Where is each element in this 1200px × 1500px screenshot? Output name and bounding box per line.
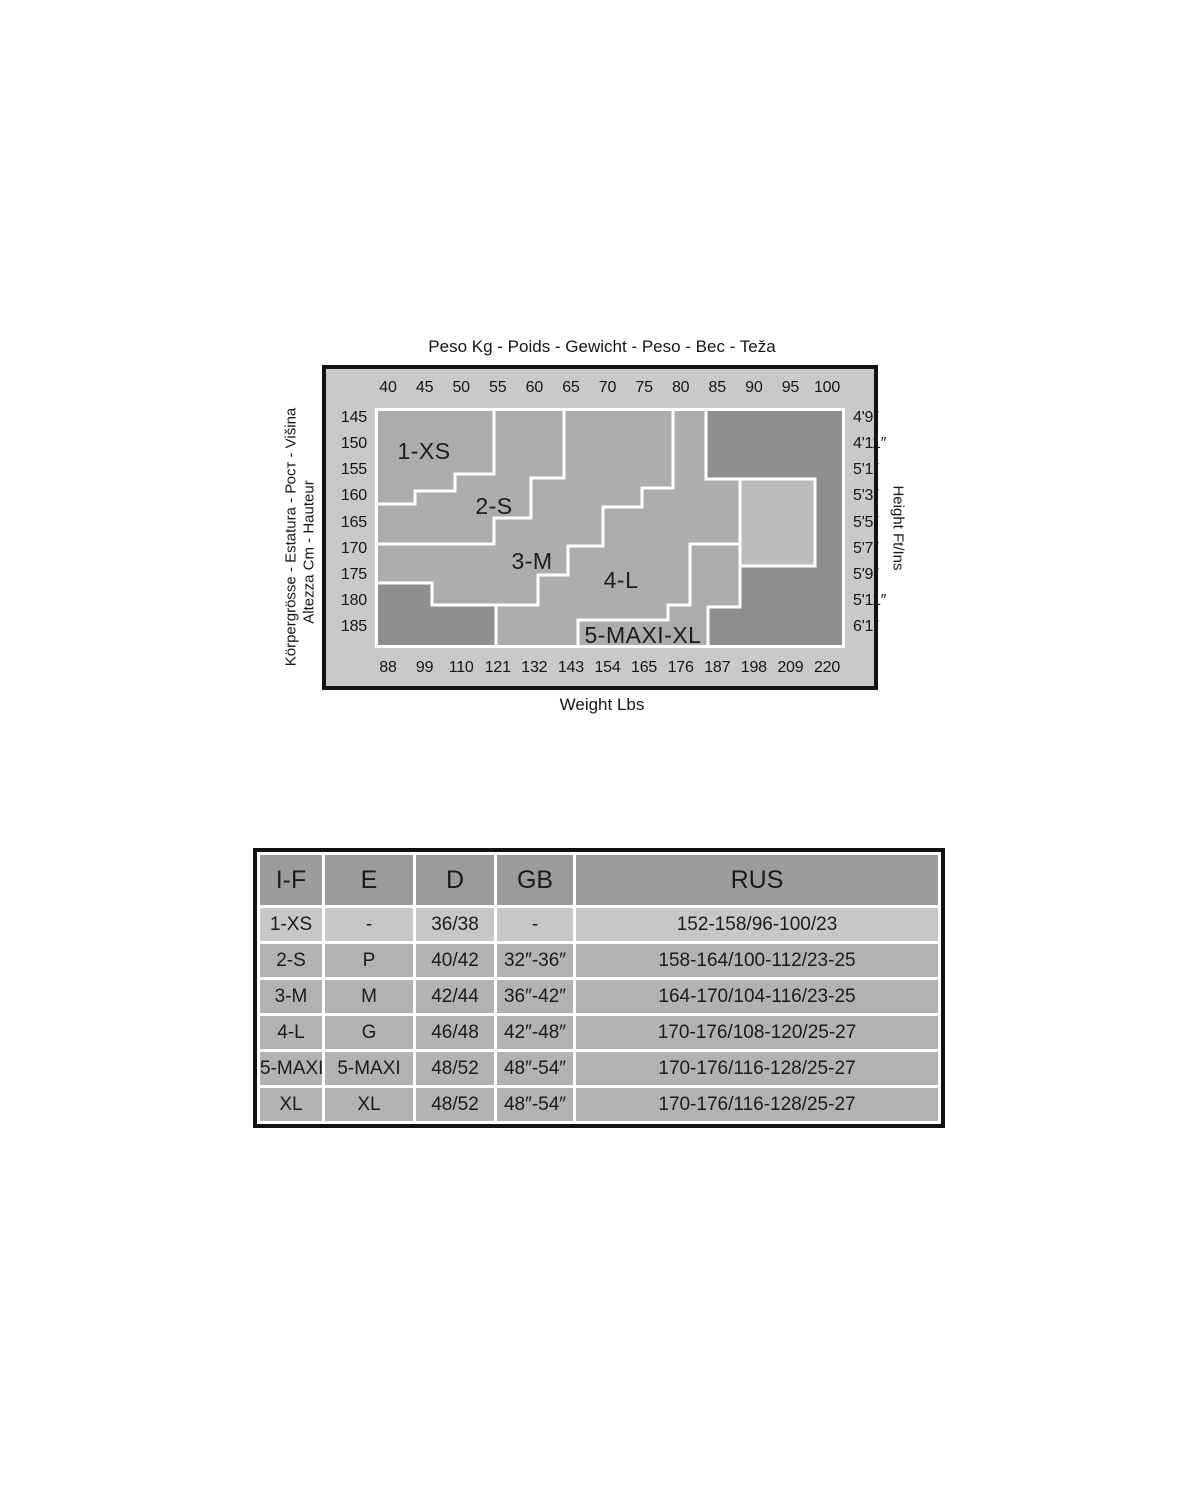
weight-lbs-axis-title: Weight Lbs — [559, 695, 645, 714]
size-conversion-table — [253, 848, 945, 1128]
table-row-xl — [260, 1088, 938, 1121]
table-cell: 170-176/108-120/25-27 — [576, 1016, 938, 1049]
kg-tick-65: 65 — [562, 379, 580, 396]
kg-tick-55: 55 — [489, 379, 507, 396]
lbs-tick-187: 187 — [704, 659, 731, 676]
kg-tick-85: 85 — [708, 379, 726, 396]
ftin-tick-5: 5'7″ — [853, 539, 879, 557]
lbs-tick-198: 198 — [740, 659, 767, 676]
table-cell: 1-XS — [260, 908, 322, 941]
table-cell: 2-S — [260, 944, 322, 977]
cm-tick-170: 170 — [340, 539, 367, 557]
cm-tick-175: 175 — [340, 565, 367, 583]
kg-tick-75: 75 — [635, 379, 653, 396]
kg-tick-90: 90 — [745, 379, 763, 396]
ftin-tick-7: 5'11″ — [853, 591, 887, 609]
cm-tick-185: 185 — [340, 618, 367, 635]
kg-tick-95: 95 — [781, 379, 800, 396]
zone-label-3-m: 3-M — [511, 548, 553, 574]
ftin-tick-4: 5'5″ — [853, 513, 879, 531]
lbs-tick-209: 209 — [777, 659, 804, 676]
table-cell: 5-MAXI — [260, 1052, 322, 1085]
height-cm-axis-title: Altezza Cm - Hauteur — [300, 480, 318, 624]
table-row-5-maxi — [260, 1052, 938, 1085]
lbs-tick-143: 143 — [557, 659, 584, 676]
kg-tick-80: 80 — [671, 379, 690, 396]
lbs-tick-110: 110 — [448, 659, 474, 676]
table-cell: G — [325, 1016, 413, 1049]
ftin-tick-8: 6'1″ — [853, 618, 879, 635]
lbs-tick-220: 220 — [813, 659, 841, 676]
table-header — [260, 855, 938, 905]
table-body — [260, 908, 938, 1121]
table-cell: 152-158/96-100/23 — [576, 908, 938, 941]
table-cell: 48/52 — [416, 1052, 494, 1085]
table-cell: M — [325, 980, 413, 1013]
zone-label-2-s: 2-S — [475, 493, 513, 519]
size-zones-plot — [375, 408, 845, 648]
lbs-tick-154: 154 — [594, 659, 621, 676]
zone-label-4-l: 4-L — [603, 567, 639, 593]
cm-tick-160: 160 — [340, 487, 367, 505]
lbs-tick-176: 176 — [667, 659, 694, 676]
lbs-tick-132: 132 — [521, 659, 548, 676]
table-header-cell-rus: RUS — [576, 855, 938, 905]
ftin-tick-1: 4'11″ — [853, 435, 887, 453]
table-cell: 48/52 — [416, 1088, 494, 1121]
table-row-4-l — [260, 1016, 938, 1049]
height-cm-axis-title-secondary: Körpergrösse - Estatura - Рост - Višina — [282, 407, 300, 667]
lbs-tick-88: 88 — [379, 659, 397, 676]
weight-kg-axis-title: Peso Kg - Poids - Gewicht - Peso - Bec - Teža — [428, 337, 776, 356]
table-cell: 48″-54″ — [497, 1052, 573, 1085]
table-cell: 42/44 — [416, 980, 494, 1013]
table-row-3-m — [260, 980, 938, 1013]
table-header-cell-gb: GB — [497, 855, 573, 905]
cm-tick-150: 150 — [340, 435, 367, 453]
kg-tick-70: 70 — [598, 379, 617, 396]
cm-tick-145: 145 — [340, 409, 367, 426]
table-cell: 4-L — [260, 1016, 322, 1049]
table-header-cell-e: E — [325, 855, 413, 905]
table-header-cell-d: D — [416, 855, 494, 905]
zone-label-5-maxi-xl: 5-MAXI-XL — [584, 622, 702, 648]
cm-tick-155: 155 — [340, 461, 367, 479]
kg-tick-60: 60 — [525, 379, 544, 396]
table-row-2-s — [260, 944, 938, 977]
light-region-right — [740, 479, 815, 566]
lbs-tick-99: 99 — [415, 659, 434, 676]
table-cell: 46/48 — [416, 1016, 494, 1049]
height-ftins-axis-title: Height Ft/Ins — [889, 485, 907, 571]
table-cell: 164-170/104-116/23-25 — [576, 980, 938, 1013]
table-cell: XL — [260, 1088, 322, 1121]
kg-tick-40: 40 — [379, 379, 397, 396]
kg-tick-45: 45 — [415, 379, 434, 396]
ftin-tick-2: 5'1″ — [853, 461, 879, 479]
table-row-1-xs — [260, 908, 938, 941]
table-cell: 36″-42″ — [497, 980, 573, 1013]
table-cell: P — [325, 944, 413, 977]
table-cell: XL — [325, 1088, 413, 1121]
zone-label-1-xs: 1-XS — [397, 438, 451, 464]
table-cell: 158-164/100-112/23-25 — [576, 944, 938, 977]
table-cell: 48″-54″ — [497, 1088, 573, 1121]
kg-tick-100: 100 — [813, 379, 841, 396]
table-cell: 170-176/116-128/25-27 — [576, 1088, 938, 1121]
lbs-tick-121: 121 — [484, 659, 511, 676]
table-cell: - — [497, 908, 573, 941]
ftin-tick-3: 5'3″ — [853, 487, 879, 505]
table-cell: 36/38 — [416, 908, 494, 941]
cm-tick-180: 180 — [340, 591, 367, 609]
table-cell: 3-M — [260, 980, 322, 1013]
lbs-tick-165: 165 — [631, 659, 658, 676]
kg-tick-50: 50 — [452, 379, 470, 396]
table-cell: 40/42 — [416, 944, 494, 977]
table-cell: 32″-36″ — [497, 944, 573, 977]
table-cell: - — [325, 908, 413, 941]
table-cell: 42″-48″ — [497, 1016, 573, 1049]
ftin-tick-6: 5'9″ — [853, 565, 879, 583]
ftin-tick-0: 4'9″ — [853, 409, 879, 426]
height-weight-size-chart — [322, 365, 887, 690]
table-cell: 5-MAXI — [325, 1052, 413, 1085]
table-header-cell-i-f: I-F — [260, 855, 322, 905]
cm-tick-165: 165 — [340, 513, 367, 531]
table-cell: 170-176/116-128/25-27 — [576, 1052, 938, 1085]
